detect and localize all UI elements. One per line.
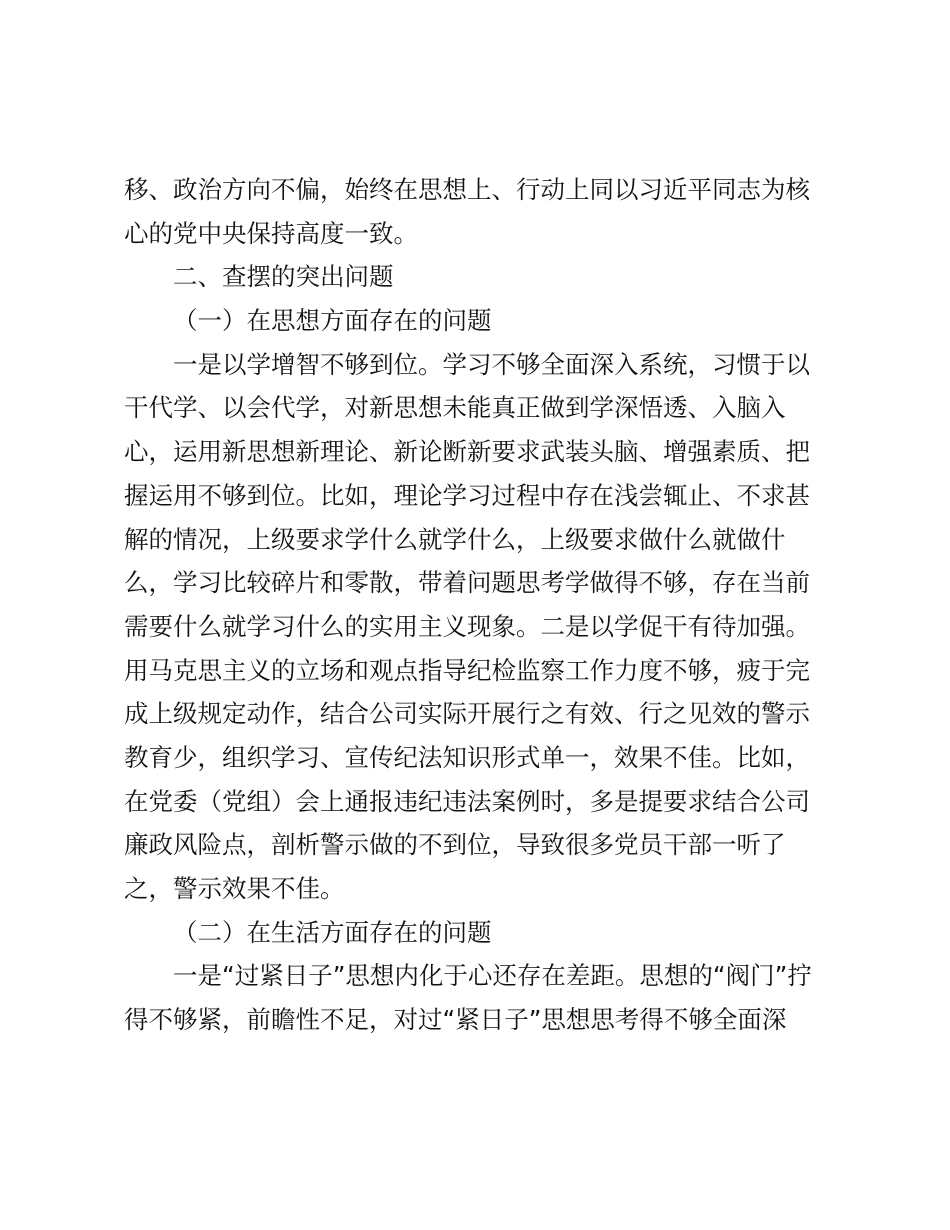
paragraph-start: 一是以学增智不够到位。学习不够全面深入系统，习惯于以 bbox=[173, 349, 810, 379]
text-line: 之，警示效果不佳。 bbox=[124, 874, 345, 903]
text-line: 心，运用新思想新理论、新论断新要求武装头脑、增强素质、把 bbox=[124, 437, 810, 467]
document-body bbox=[124, 168, 824, 1042]
text-line: 移、政治方向不偏，始终在思想上、行动上同以习近平同志为核 bbox=[124, 175, 810, 204]
text-line: 解的情况，上级要求学什么就学什么，上级要求做什么就做什 bbox=[124, 524, 786, 554]
section-heading: 二、查摆的突出问题 bbox=[173, 262, 394, 292]
text-line: 用马克思主义的立场和观点指导纪检监察工作力度不够，疲于完 bbox=[124, 655, 810, 685]
text-line: 成上级规定动作，结合公司实际开展行之有效、行之见效的警示 bbox=[124, 699, 810, 729]
text-line: 廉政风险点，剖析警示做的不到位，导致很多党员干部一听了 bbox=[124, 830, 786, 860]
text-line: 心的党中央保持高度一致。 bbox=[124, 218, 418, 248]
text-line: 在党委（党组）会上通报违纪违法案例时，多是提要求结合公司 bbox=[124, 786, 810, 816]
subsection-heading: （二）在生活方面存在的问题 bbox=[173, 917, 492, 947]
paragraph-start: 一是“过紧日子”思想内化于心还存在差距。思想的“阀门”拧 bbox=[173, 961, 812, 991]
text-line: 么，学习比较碎片和零散，带着问题思考学做得不够，存在当前 bbox=[124, 568, 810, 598]
text-line: 握运用不够到位。比如，理论学习过程中存在浅尝辄止、不求甚 bbox=[124, 480, 810, 510]
text-line: 教育少，组织学习、宣传纪法知识形式单一，效果不佳。比如， bbox=[124, 742, 810, 772]
text-line: 得不够紧，前瞻性不足，对过“紧日子”思想思考得不够全面深 bbox=[124, 1005, 787, 1035]
subsection-heading: （一）在思想方面存在的问题 bbox=[173, 306, 492, 336]
text-line: 干代学、以会代学，对新思想未能真正做到学深悟透、入脑入 bbox=[124, 393, 786, 423]
text-line: 需要什么就学习什么的实用主义现象。二是以学促干有待加强。 bbox=[124, 611, 810, 641]
